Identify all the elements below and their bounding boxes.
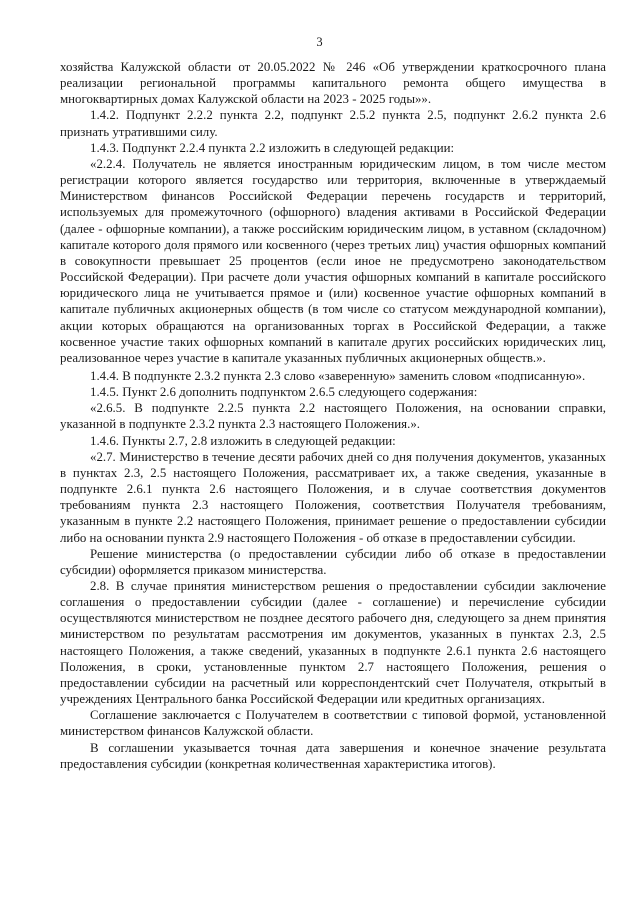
paragraph-1-4-4: 1.4.4. В подпункте 2.3.2 пункта 2.3 слово «заверенную» заменить словом «подписанную». <box>90 368 586 383</box>
paragraph-2-2-4: «2.2.4. Получатель не является иностранным юридическим лицом, в том числе местом регистрации которого является государство или территория, включенные в утверждаемый Министерством финансов Российской Федерации перечень государств и территорий, используемых для промежуточного (офшорного) владения активами в Российской Федерации (далее - офшорные компании), а также российским юридическим лицом, в уставном (складочном) капитале которого доля прямого или косвенного (через третьих лиц) участия офшорных компаний в совокупности превышает 25 процентов (если иное не предусмотрено законодательством Российской Федерации). При расчете доли участия офшорных компаний в капитале российского юридического лица не учитывается прямое и (или) косвенное участие офшорных компаний в капитале публичных акционерных обществ (в том числе со статусом международной компании), акции которых обращаются на организованных торгах в Российской Федерации, а также косвенное участие таких офшорных компаний в капитале других российских юридических лиц, реализованное через участие в капитале указанных публичных акционерных обществ.». <box>60 156 606 365</box>
paragraph-2-6-5: «2.6.5. В подпункте 2.2.5 пункта 2.2 настоящего Положения, на основании справки, указанной в подпункте 2.3.2 пункта 2.3 настоящего Положения.». <box>60 401 606 432</box>
paragraph-1-4-2: 1.4.2. Подпункт 2.2.2 пункта 2.2, подпункт 2.5.2 пункта 2.5, подпункт 2.6.2 пункта 2.6 признать утратившими силу. <box>60 108 606 139</box>
paragraph-agreement-terms: В соглашении указывается точная дата завершения и конечное значение результата предоставления субсидии (конкретная количественная характеристика итогов). <box>60 740 606 771</box>
paragraph-1-4-5: 1.4.5. Пункт 2.6 дополнить подпунктом 2.6.5 следующего содержания: <box>90 385 478 400</box>
paragraph-intro: хозяйства Калужской области от 20.05.2022 № 246 «Об утверждении краткосрочного плана реализации региональной программы капитального ремонта общего имущества в многоквартирных домах Калужской области на 2023 - 2025 годы»». <box>60 60 606 107</box>
paragraph-decision: Решение министерства (о предоставлении субсидии либо об отказе в предоставлении субсидии) оформляется приказом министерства. <box>60 546 606 577</box>
paragraph-2-7: «2.7. Министерство в течение десяти рабочих дней со дня получения документов, указанных в пунктах 2.3, 2.5 настоящего Положения, рассматривает их, а также сведения, указанные в подпункте 2.6.1 пункта 2.6 настоящего Положения, и в случае соответствия документов требованиям пункта 2.3 настоящего Положения, соответствия Получателя требованиям, указанным в пункте 2.2 настоящего Положения, принимает решение о предоставлении субсидии либо на основании пункта 2.9 настоящего Положения - об отказе в предоставлении субсидии. <box>60 449 606 545</box>
paragraph-1-4-6: 1.4.6. Пункты 2.7, 2.8 изложить в следующей редакции: <box>90 433 396 448</box>
paragraph-1-4-3: 1.4.3. Подпункт 2.2.4 пункта 2.2 изложить в следующей редакции: <box>90 140 455 155</box>
paragraph-2-8: 2.8. В случае принятия министерством решения о предоставлении субсидии заключение соглашения о предоставлении субсидии (далее - соглашение) и перечисление субсидии осуществляются министерством не позднее десятого рабочего дня, следующего за днем принятия министерством по результатам рассмотрения им документов, указанных в пунктах 2.3, 2.5 настоящего Положения, а также сведений, указанных в подпункте 2.6.1 пункта 2.6 настоящего Положения, в сроки, установленные пунктом 2.7 настоящего Положения, решения о предоставлении субсидии на расчетный или корреспондентский счет Получателя, открытый в учреждениях Центрального банка Российской Федерации или кредитных организациях. <box>60 579 606 707</box>
document-body <box>60 59 606 772</box>
page-number: 3 <box>316 35 323 49</box>
paragraph-agreement: Соглашение заключается с Получателем в соответствии с типовой формой, установленной министерством финансов Калужской области. <box>60 708 606 739</box>
